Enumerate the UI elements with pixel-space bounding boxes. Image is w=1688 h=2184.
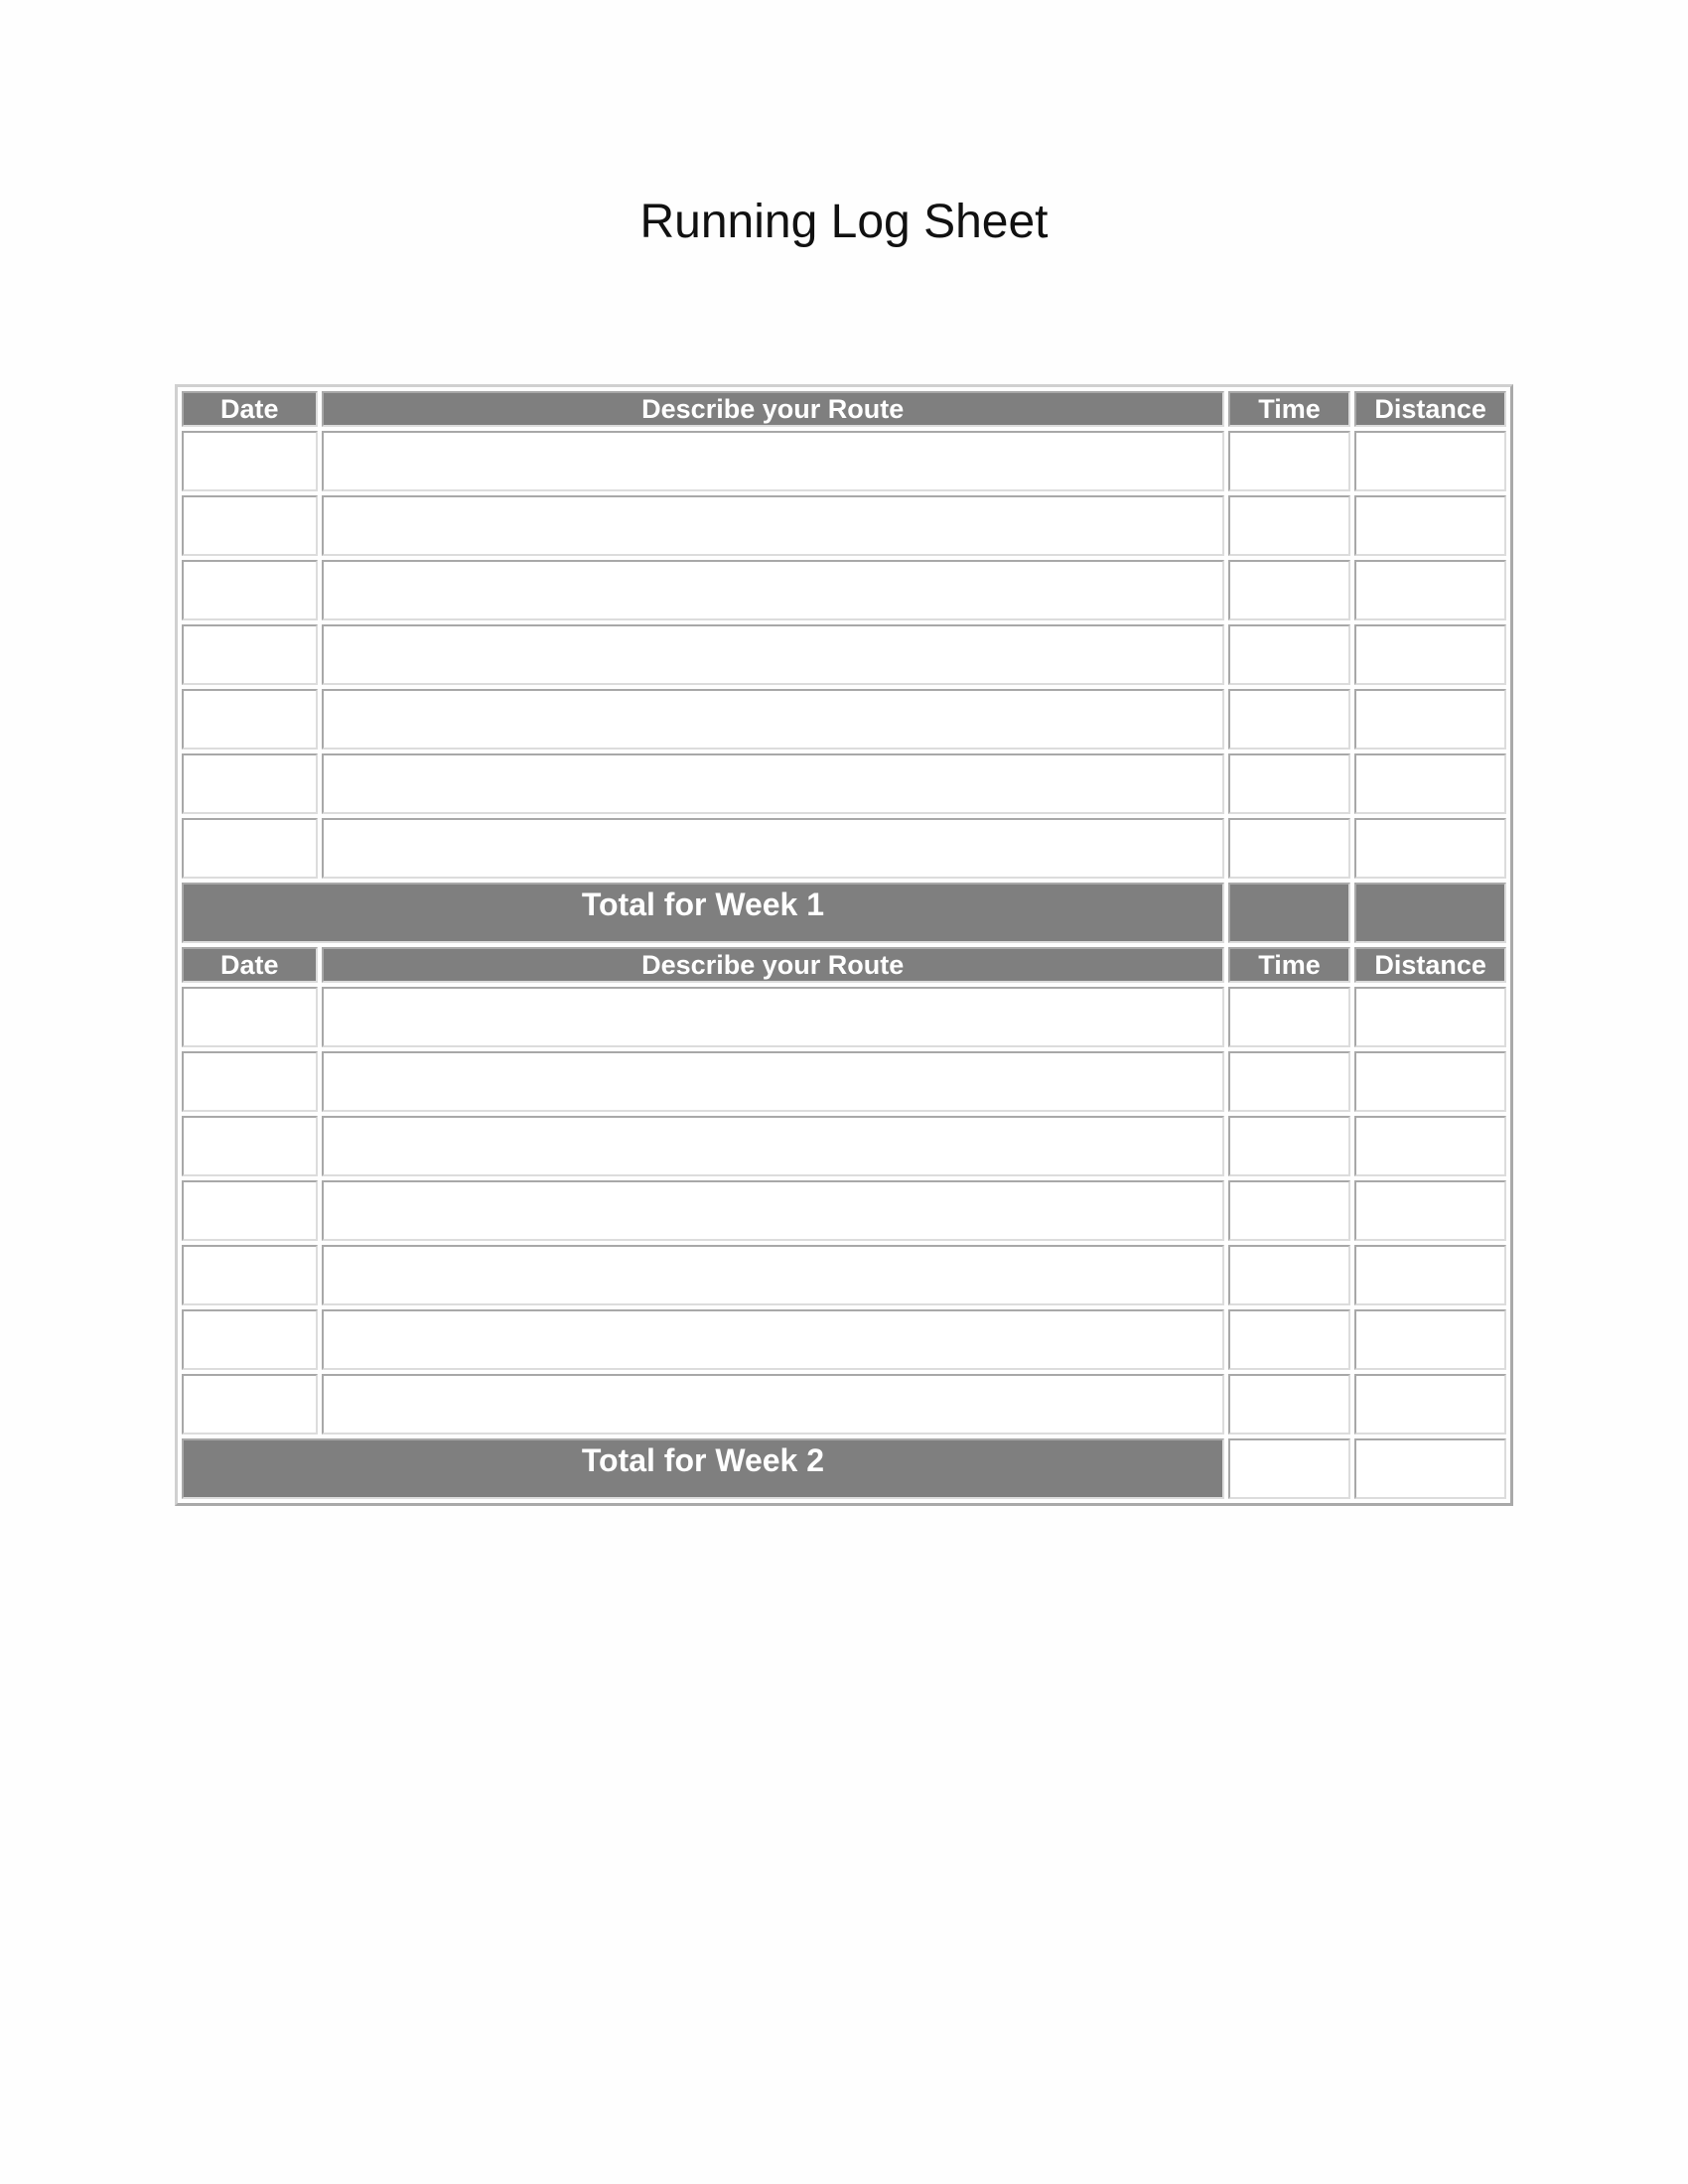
date-cell[interactable]	[182, 1245, 318, 1305]
route-cell[interactable]	[322, 1180, 1224, 1241]
route-cell[interactable]	[322, 1374, 1224, 1434]
week-1-total-time-cell[interactable]	[1228, 883, 1350, 943]
date-cell[interactable]	[182, 987, 318, 1047]
table-row	[182, 987, 1506, 1047]
distance-cell[interactable]	[1354, 624, 1506, 685]
table-row	[182, 1309, 1506, 1370]
route-cell[interactable]	[322, 1051, 1224, 1112]
time-cell[interactable]	[1228, 560, 1350, 620]
distance-cell[interactable]	[1354, 987, 1506, 1047]
table-row	[182, 818, 1506, 879]
distance-cell[interactable]	[1354, 689, 1506, 750]
date-cell[interactable]	[182, 624, 318, 685]
distance-cell[interactable]	[1354, 431, 1506, 491]
date-cell[interactable]	[182, 689, 318, 750]
date-cell[interactable]	[182, 1051, 318, 1112]
date-cell[interactable]	[182, 1309, 318, 1370]
week-2-header-row	[182, 947, 1506, 983]
table-row	[182, 753, 1506, 814]
route-cell[interactable]	[322, 560, 1224, 620]
week-1-total-label: Total for Week 1	[182, 883, 1224, 943]
table-row	[182, 1051, 1506, 1112]
week-2-total-time-cell[interactable]	[1228, 1438, 1350, 1499]
time-cell[interactable]	[1228, 1245, 1350, 1305]
week-1-header-row	[182, 391, 1506, 427]
route-column-header: Describe your Route	[322, 947, 1224, 983]
week-1-total-distance-cell[interactable]	[1354, 883, 1506, 943]
time-column-header: Time	[1228, 391, 1350, 427]
distance-cell[interactable]	[1354, 1309, 1506, 1370]
table-row	[182, 495, 1506, 556]
time-cell[interactable]	[1228, 1051, 1350, 1112]
distance-cell[interactable]	[1354, 1116, 1506, 1176]
time-cell[interactable]	[1228, 1374, 1350, 1434]
route-cell[interactable]	[322, 1309, 1224, 1370]
table-row	[182, 1374, 1506, 1434]
route-cell[interactable]	[322, 689, 1224, 750]
time-cell[interactable]	[1228, 495, 1350, 556]
distance-column-header: Distance	[1354, 391, 1506, 427]
time-cell[interactable]	[1228, 1180, 1350, 1241]
page-title: Running Log Sheet	[639, 196, 1049, 248]
week-1-total-row	[182, 883, 1506, 943]
time-cell[interactable]	[1228, 689, 1350, 750]
date-cell[interactable]	[182, 560, 318, 620]
date-column-header: Date	[182, 391, 318, 427]
time-column-header: Time	[1228, 947, 1350, 983]
date-cell[interactable]	[182, 1180, 318, 1241]
distance-cell[interactable]	[1354, 560, 1506, 620]
route-cell[interactable]	[322, 624, 1224, 685]
distance-cell[interactable]	[1354, 1245, 1506, 1305]
time-cell[interactable]	[1228, 1116, 1350, 1176]
time-cell[interactable]	[1228, 753, 1350, 814]
time-cell[interactable]	[1228, 431, 1350, 491]
week-2-total-label: Total for Week 2	[182, 1438, 1224, 1499]
table-row	[182, 431, 1506, 491]
route-cell[interactable]	[322, 753, 1224, 814]
date-cell[interactable]	[182, 1116, 318, 1176]
distance-cell[interactable]	[1354, 1374, 1506, 1434]
date-cell[interactable]	[182, 495, 318, 556]
route-cell[interactable]	[322, 495, 1224, 556]
distance-column-header: Distance	[1354, 947, 1506, 983]
time-cell[interactable]	[1228, 1309, 1350, 1370]
route-cell[interactable]	[322, 987, 1224, 1047]
table-row	[182, 1245, 1506, 1305]
route-column-header: Describe your Route	[322, 391, 1224, 427]
table-row	[182, 560, 1506, 620]
route-cell[interactable]	[322, 431, 1224, 491]
distance-cell[interactable]	[1354, 818, 1506, 879]
route-cell[interactable]	[322, 1245, 1224, 1305]
week-2-total-row	[182, 1438, 1506, 1499]
date-column-header: Date	[182, 947, 318, 983]
week-2-total-distance-cell[interactable]	[1354, 1438, 1506, 1499]
table-row	[182, 1180, 1506, 1241]
time-cell[interactable]	[1228, 818, 1350, 879]
route-cell[interactable]	[322, 818, 1224, 879]
running-log-table	[175, 384, 1513, 1506]
distance-cell[interactable]	[1354, 1051, 1506, 1112]
table-row	[182, 1116, 1506, 1176]
distance-cell[interactable]	[1354, 495, 1506, 556]
date-cell[interactable]	[182, 818, 318, 879]
date-cell[interactable]	[182, 431, 318, 491]
date-cell[interactable]	[182, 753, 318, 814]
table-row	[182, 624, 1506, 685]
table-row	[182, 689, 1506, 750]
distance-cell[interactable]	[1354, 753, 1506, 814]
route-cell[interactable]	[322, 1116, 1224, 1176]
time-cell[interactable]	[1228, 624, 1350, 685]
date-cell[interactable]	[182, 1374, 318, 1434]
time-cell[interactable]	[1228, 987, 1350, 1047]
distance-cell[interactable]	[1354, 1180, 1506, 1241]
